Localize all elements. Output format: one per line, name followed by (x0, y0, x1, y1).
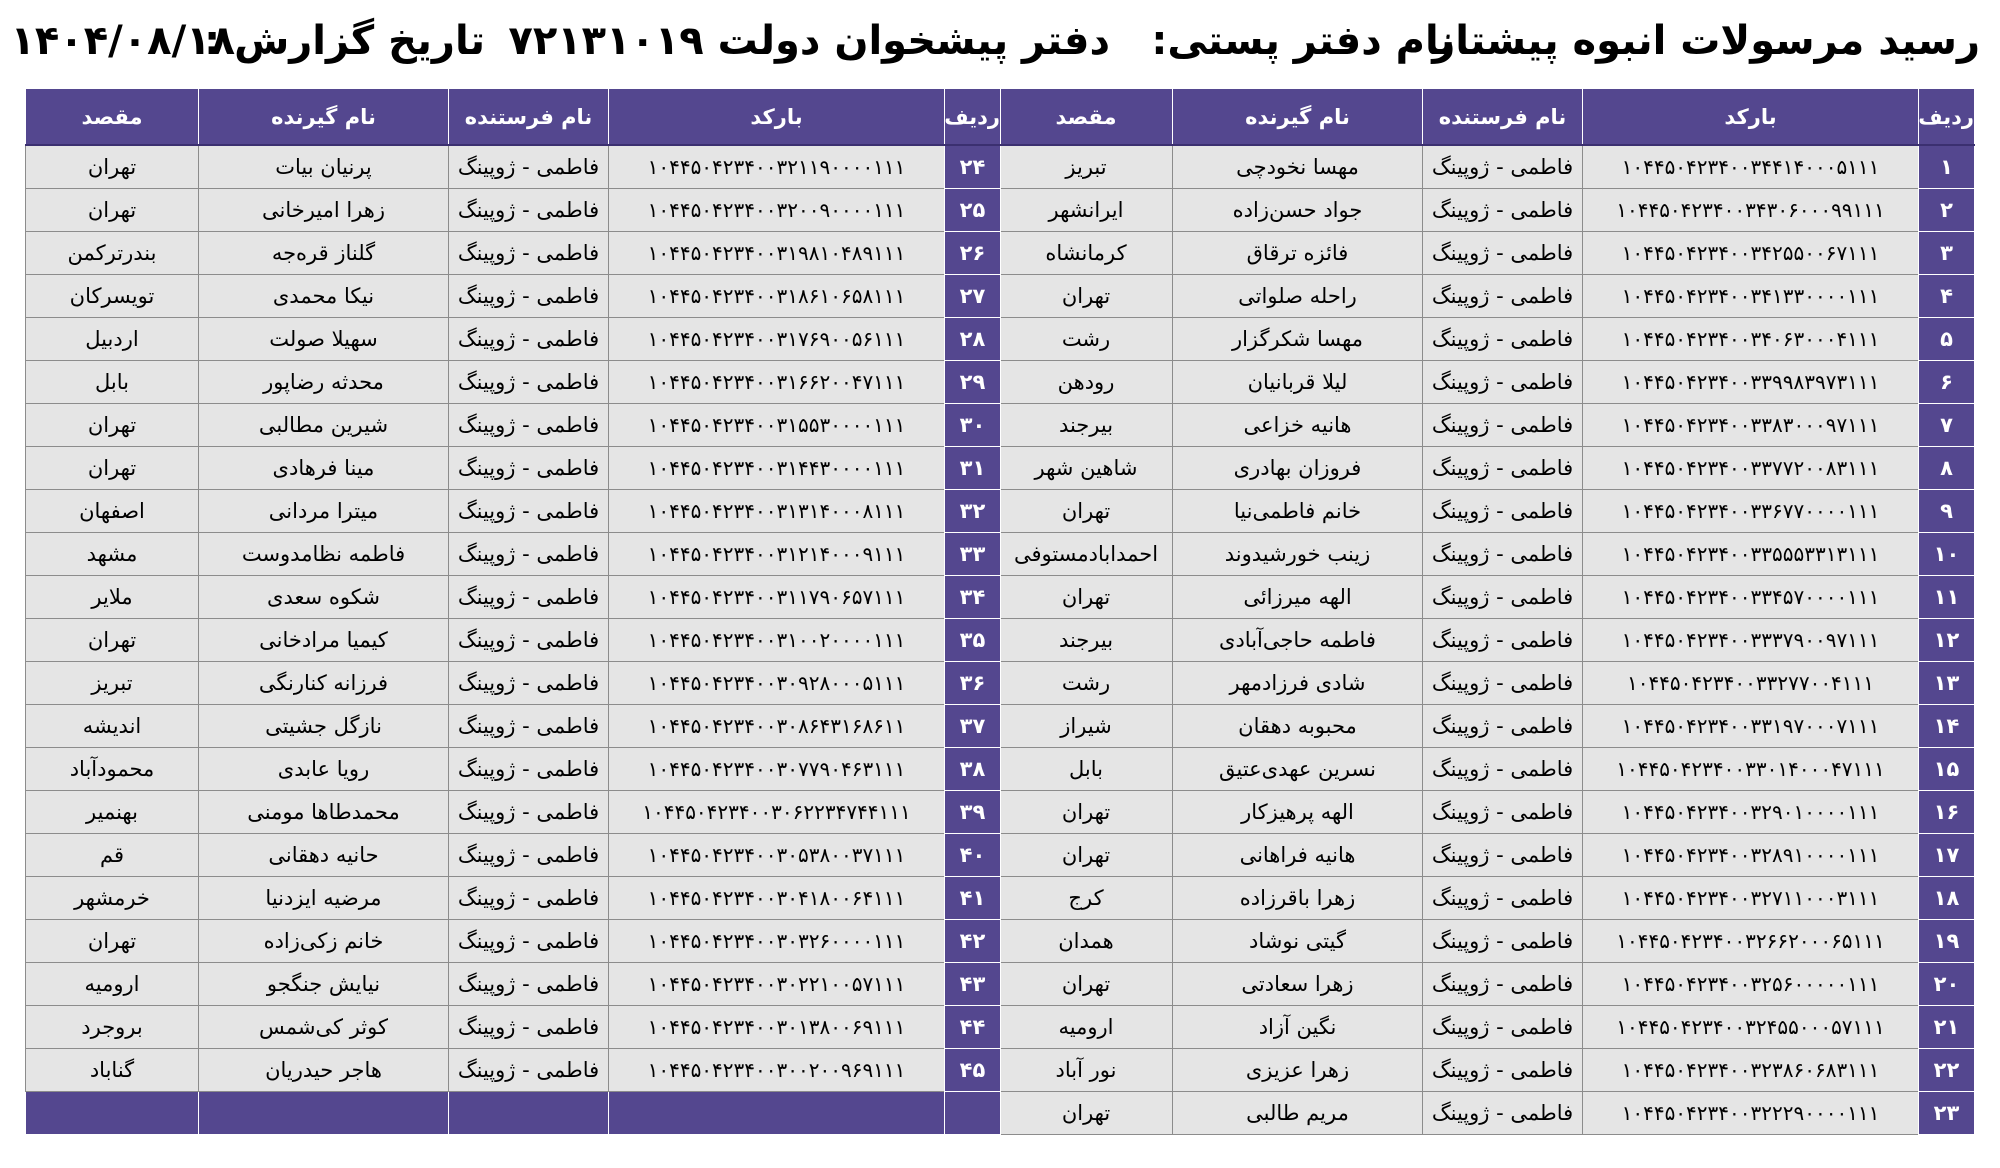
table-row (1000, 1049, 1975, 1092)
barcode-cell: ۱۰۴۴۵۰۴۲۳۴۰۰۳۲۰۰۹۰۰۰۰۱۱۱ (609, 189, 945, 232)
sender-cell: فاطمی - ژوپینگ (1423, 920, 1583, 963)
table-body-right (1000, 145, 1975, 1135)
row-number-cell: ۳۱ (945, 447, 1001, 490)
date-label: تاریخ گزارش : (204, 18, 485, 64)
recipient-cell: محدثه رضاپور (199, 361, 449, 404)
recipient-cell: رویا عابدی (199, 748, 449, 791)
empty-cell (945, 1092, 1001, 1135)
sender-cell: فاطمی - ژوپینگ (449, 447, 609, 490)
recipient-cell: کوثر کی‌شمس (199, 1006, 449, 1049)
table-header-row (26, 89, 1001, 146)
row-number-cell: ۲۶ (945, 232, 1001, 275)
empty-cell (199, 1092, 449, 1135)
row-number-cell: ۳۴ (945, 576, 1001, 619)
table-row (1000, 275, 1975, 318)
recipient-cell: سهیلا صولت (199, 318, 449, 361)
office-label: نام دفتر پستی: (1151, 18, 1455, 64)
row-number-cell: ۴۱ (945, 877, 1001, 920)
table-row (1000, 1092, 1975, 1135)
sender-cell: فاطمی - ژوپینگ (449, 189, 609, 232)
barcode-cell: ۱۰۴۴۵۰۴۲۳۴۰۰۳۲۳۸۶۰۶۸۳۱۱۱ (1583, 1049, 1919, 1092)
row-number-cell: ۲۵ (945, 189, 1001, 232)
row-number-cell: ۴ (1919, 275, 1975, 318)
row-number-cell: ۳۷ (945, 705, 1001, 748)
sender-cell: فاطمی - ژوپینگ (1423, 963, 1583, 1006)
sender-cell: فاطمی - ژوپینگ (449, 404, 609, 447)
sender-cell: فاطمی - ژوپینگ (449, 662, 609, 705)
barcode-cell: ۱۰۴۴۵۰۴۲۳۴۰۰۳۱۱۷۹۰۶۵۷۱۱۱ (609, 576, 945, 619)
sender-cell: فاطمی - ژوپینگ (1423, 877, 1583, 920)
sender-cell: فاطمی - ژوپینگ (1423, 145, 1583, 189)
col-header-recipient: نام گیرنده (199, 89, 449, 146)
barcode-cell: ۱۰۴۴۵۰۴۲۳۴۰۰۳۳۱۹۷۰۰۰۷۱۱۱ (1583, 705, 1919, 748)
barcode-cell: ۱۰۴۴۵۰۴۲۳۴۰۰۳۱۷۶۹۰۰۵۶۱۱۱ (609, 318, 945, 361)
destination-cell: تبریز (26, 662, 199, 705)
destination-cell: ملایر (26, 576, 199, 619)
table-row (26, 963, 1001, 1006)
sender-cell: فاطمی - ژوپینگ (449, 145, 609, 189)
destination-cell: تهران (26, 189, 199, 232)
row-number-cell: ۳۹ (945, 791, 1001, 834)
shipment-tables (25, 88, 1975, 1142)
barcode-cell: ۱۰۴۴۵۰۴۲۳۴۰۰۳۳۳۷۹۰۰۹۷۱۱۱ (1583, 619, 1919, 662)
row-number-cell: ۴۰ (945, 834, 1001, 877)
sender-cell: فاطمی - ژوپینگ (1423, 834, 1583, 877)
row-number-cell: ۳۲ (945, 490, 1001, 533)
table-row (1000, 662, 1975, 705)
destination-cell: تهران (26, 619, 199, 662)
barcode-cell: ۱۰۴۴۵۰۴۲۳۴۰۰۳۴۲۵۵۰۰۶۷۱۱۱ (1583, 232, 1919, 275)
sender-cell: فاطمی - ژوپینگ (449, 490, 609, 533)
sender-cell: فاطمی - ژوپینگ (1423, 748, 1583, 791)
sender-cell: فاطمی - ژوپینگ (1423, 576, 1583, 619)
recipient-cell: شیرین مطالبی (199, 404, 449, 447)
barcode-cell: ۱۰۴۴۵۰۴۲۳۴۰۰۳۲۴۵۵۰۰۰۵۷۱۱۱ (1583, 1006, 1919, 1049)
sender-cell: فاطمی - ژوپینگ (1423, 490, 1583, 533)
destination-cell: قم (26, 834, 199, 877)
sender-cell: فاطمی - ژوپینگ (449, 963, 609, 1006)
table-row (26, 490, 1001, 533)
barcode-cell: ۱۰۴۴۵۰۴۲۳۴۰۰۳۳۴۵۷۰۰۰۰۱۱۱ (1583, 576, 1919, 619)
sender-cell: فاطمی - ژوپینگ (1423, 232, 1583, 275)
recipient-cell: مهسا شکرگزار (1173, 318, 1423, 361)
row-number-cell: ۳۵ (945, 619, 1001, 662)
row-number-cell: ۳ (1919, 232, 1975, 275)
row-number-cell: ۳۰ (945, 404, 1001, 447)
destination-cell: شیراز (1000, 705, 1173, 748)
barcode-cell: ۱۰۴۴۵۰۴۲۳۴۰۰۳۰۱۳۸۰۰۶۹۱۱۱ (609, 1006, 945, 1049)
sender-cell: فاطمی - ژوپینگ (1423, 1092, 1583, 1135)
row-number-cell: ۴۴ (945, 1006, 1001, 1049)
recipient-cell: نازگل جشیتی (199, 705, 449, 748)
barcode-cell: ۱۰۴۴۵۰۴۲۳۴۰۰۳۳۷۷۲۰۰۸۳۱۱۱ (1583, 447, 1919, 490)
table-row (26, 791, 1001, 834)
barcode-cell: ۱۰۴۴۵۰۴۲۳۴۰۰۳۰۶۲۲۳۴۷۴۴۱۱۱ (609, 791, 945, 834)
destination-cell: مشهد (26, 533, 199, 576)
destination-cell: ارومیه (26, 963, 199, 1006)
barcode-cell: ۱۰۴۴۵۰۴۲۳۴۰۰۳۴۳۰۶۰۰۰۹۹۱۱۱ (1583, 189, 1919, 232)
recipient-cell: زهرا باقرزاده (1173, 877, 1423, 920)
shipments-table-left (25, 88, 1001, 1135)
row-number-cell: ۱۷ (1919, 834, 1975, 877)
table-row (26, 447, 1001, 490)
row-number-cell: ۷ (1919, 404, 1975, 447)
row-number-cell: ۱۵ (1919, 748, 1975, 791)
table-row (1000, 576, 1975, 619)
destination-cell: احمدابادمستوفی (1000, 533, 1173, 576)
recipient-cell: زهرا عزیزی (1173, 1049, 1423, 1092)
barcode-cell: ۱۰۴۴۵۰۴۲۳۴۰۰۳۳۰۱۴۰۰۰۴۷۱۱۱ (1583, 748, 1919, 791)
table-row (1000, 447, 1975, 490)
sender-cell: فاطمی - ژوپینگ (449, 920, 609, 963)
recipient-cell: خانم زکی‌زاده (199, 920, 449, 963)
sender-cell: فاطمی - ژوپینگ (1423, 1006, 1583, 1049)
barcode-cell: ۱۰۴۴۵۰۴۲۳۴۰۰۳۲۶۶۲۰۰۰۶۵۱۱۱ (1583, 920, 1919, 963)
recipient-cell: فروزان بهادری (1173, 447, 1423, 490)
destination-cell: ایرانشهر (1000, 189, 1173, 232)
empty-filler-row (26, 1092, 1001, 1135)
destination-cell: تهران (26, 920, 199, 963)
empty-cell (609, 1092, 945, 1135)
table-row (26, 1006, 1001, 1049)
destination-cell: رشت (1000, 662, 1173, 705)
row-number-cell: ۵ (1919, 318, 1975, 361)
destination-cell: تهران (1000, 576, 1173, 619)
row-number-cell: ۸ (1919, 447, 1975, 490)
sender-cell: فاطمی - ژوپینگ (1423, 361, 1583, 404)
barcode-cell: ۱۰۴۴۵۰۴۲۳۴۰۰۳۱۹۸۱۰۴۸۹۱۱۱ (609, 232, 945, 275)
empty-cell (26, 1092, 199, 1135)
destination-cell: تهران (1000, 791, 1173, 834)
barcode-cell: ۱۰۴۴۵۰۴۲۳۴۰۰۳۰۳۲۶۰۰۰۰۱۱۱ (609, 920, 945, 963)
recipient-cell: فاطمه حاجی‌آبادی (1173, 619, 1423, 662)
recipient-cell: نسرین عهدی‌عتیق (1173, 748, 1423, 791)
recipient-cell: مرضیه ایزدنیا (199, 877, 449, 920)
table-row (1000, 318, 1975, 361)
table-row (1000, 920, 1975, 963)
recipient-cell: فرزانه کنارنگی (199, 662, 449, 705)
recipient-cell: شادی فرزادمهر (1173, 662, 1423, 705)
barcode-cell: ۱۰۴۴۵۰۴۲۳۴۰۰۳۳۵۵۵۳۳۱۳۱۱۱ (1583, 533, 1919, 576)
barcode-cell: ۱۰۴۴۵۰۴۲۳۴۰۰۳۰۹۲۸۰۰۰۵۱۱۱ (609, 662, 945, 705)
sender-cell: فاطمی - ژوپینگ (449, 576, 609, 619)
recipient-cell: نیکا محمدی (199, 275, 449, 318)
table-row (26, 748, 1001, 791)
table-row (1000, 490, 1975, 533)
row-number-cell: ۱۳ (1919, 662, 1975, 705)
row-number-cell: ۴۳ (945, 963, 1001, 1006)
table-row (1000, 877, 1975, 920)
recipient-cell: الهه میرزائی (1173, 576, 1423, 619)
destination-cell: محمودآباد (26, 748, 199, 791)
col-header-row-number: ردیف (945, 89, 1001, 146)
recipient-cell: لیلا قربانیان (1173, 361, 1423, 404)
barcode-cell: ۱۰۴۴۵۰۴۲۳۴۰۰۳۱۸۶۱۰۶۵۸۱۱۱ (609, 275, 945, 318)
table-body-left (26, 145, 1001, 1135)
destination-cell: تهران (1000, 490, 1173, 533)
col-header-sender: نام فرستنده (1423, 89, 1583, 146)
destination-cell: تهران (1000, 963, 1173, 1006)
row-number-cell: ۲۲ (1919, 1049, 1975, 1092)
table-row (26, 232, 1001, 275)
sender-cell: فاطمی - ژوپینگ (449, 533, 609, 576)
table-row (26, 834, 1001, 877)
table-row (1000, 533, 1975, 576)
table-row (26, 619, 1001, 662)
sender-cell: فاطمی - ژوپینگ (1423, 318, 1583, 361)
recipient-cell: هانیه خزاعی (1173, 404, 1423, 447)
barcode-cell: ۱۰۴۴۵۰۴۲۳۴۰۰۳۰۴۱۸۰۰۶۴۱۱۱ (609, 877, 945, 920)
barcode-cell: ۱۰۴۴۵۰۴۲۳۴۰۰۳۴۰۶۳۰۰۰۴۱۱۱ (1583, 318, 1919, 361)
recipient-cell: جواد حسن‌زاده (1173, 189, 1423, 232)
recipient-cell: پرنیان بیات (199, 145, 449, 189)
row-number-cell: ۱۸ (1919, 877, 1975, 920)
recipient-cell: مریم طالبی (1173, 1092, 1423, 1135)
destination-cell: خرمشهر (26, 877, 199, 920)
table-row (1000, 748, 1975, 791)
row-number-cell: ۴۲ (945, 920, 1001, 963)
col-header-recipient: نام گیرنده (1173, 89, 1423, 146)
barcode-cell: ۱۰۴۴۵۰۴۲۳۴۰۰۳۳۸۳۰۰۰۹۷۱۱۱ (1583, 404, 1919, 447)
row-number-cell: ۲۸ (945, 318, 1001, 361)
destination-cell: گناباد (26, 1049, 199, 1092)
destination-cell: تهران (26, 404, 199, 447)
recipient-cell: الهه پرهیزکار (1173, 791, 1423, 834)
recipient-cell: هاجر حیدریان (199, 1049, 449, 1092)
row-number-cell: ۱۶ (1919, 791, 1975, 834)
barcode-cell: ۱۰۴۴۵۰۴۲۳۴۰۰۳۱۶۶۲۰۰۴۷۱۱۱ (609, 361, 945, 404)
col-header-sender: نام فرستنده (449, 89, 609, 146)
sender-cell: فاطمی - ژوپینگ (1423, 619, 1583, 662)
recipient-cell: فاطمه نظامدوست (199, 533, 449, 576)
row-number-cell: ۱۹ (1919, 920, 1975, 963)
recipient-cell: نگین آزاد (1173, 1006, 1423, 1049)
col-header-destination: مقصد (26, 89, 199, 146)
row-number-cell: ۴۵ (945, 1049, 1001, 1092)
barcode-cell: ۱۰۴۴۵۰۴۲۳۴۰۰۳۴۴۱۴۰۰۰۵۱۱۱ (1583, 145, 1919, 189)
sender-cell: فاطمی - ژوپینگ (449, 877, 609, 920)
destination-cell: تبریز (1000, 145, 1173, 189)
destination-cell: نور آباد (1000, 1049, 1173, 1092)
table-row (1000, 361, 1975, 404)
sender-cell: فاطمی - ژوپینگ (1423, 189, 1583, 232)
sender-cell: فاطمی - ژوپینگ (449, 791, 609, 834)
destination-cell: کرج (1000, 877, 1173, 920)
destination-cell: اردبیل (26, 318, 199, 361)
sender-cell: فاطمی - ژوپینگ (449, 705, 609, 748)
recipient-cell: هانیه فراهانی (1173, 834, 1423, 877)
col-header-barcode: بارکد (1583, 89, 1919, 146)
sender-cell: فاطمی - ژوپینگ (449, 361, 609, 404)
destination-cell: ارومیه (1000, 1006, 1173, 1049)
col-header-row-number: ردیف (1919, 89, 1975, 146)
sender-cell: فاطمی - ژوپینگ (449, 1049, 609, 1092)
destination-cell: رشت (1000, 318, 1173, 361)
recipient-cell: محبوبه دهقان (1173, 705, 1423, 748)
sender-cell: فاطمی - ژوپینگ (449, 1006, 609, 1049)
table-row (26, 576, 1001, 619)
barcode-cell: ۱۰۴۴۵۰۴۲۳۴۰۰۳۱۰۰۲۰۰۰۰۱۱۱ (609, 619, 945, 662)
sender-cell: فاطمی - ژوپینگ (449, 232, 609, 275)
destination-cell: بیرجند (1000, 404, 1173, 447)
table-row (1000, 189, 1975, 232)
barcode-cell: ۱۰۴۴۵۰۴۲۳۴۰۰۳۰۸۶۴۳۱۶۸۶۱۱ (609, 705, 945, 748)
destination-cell: تهران (1000, 834, 1173, 877)
barcode-cell: ۱۰۴۴۵۰۴۲۳۴۰۰۳۰۲۲۱۰۰۵۷۱۱۱ (609, 963, 945, 1006)
destination-cell: کرمانشاه (1000, 232, 1173, 275)
destination-cell: بروجرد (26, 1006, 199, 1049)
sender-cell: فاطمی - ژوپینگ (1423, 404, 1583, 447)
empty-cell (449, 1092, 609, 1135)
destination-cell: بیرجند (1000, 619, 1173, 662)
table-row (26, 920, 1001, 963)
recipient-cell: فائزه ترقاق (1173, 232, 1423, 275)
table-row (26, 877, 1001, 920)
table-row (1000, 963, 1975, 1006)
row-number-cell: ۱۱ (1919, 576, 1975, 619)
recipient-cell: نیایش جنگجو (199, 963, 449, 1006)
barcode-cell: ۱۰۴۴۵۰۴۲۳۴۰۰۳۱۵۵۳۰۰۰۰۱۱۱ (609, 404, 945, 447)
sender-cell: فاطمی - ژوپینگ (1423, 533, 1583, 576)
row-number-cell: ۲۴ (945, 145, 1001, 189)
destination-cell: اصفهان (26, 490, 199, 533)
barcode-cell: ۱۰۴۴۵۰۴۲۳۴۰۰۳۲۷۱۱۰۰۰۳۱۱۱ (1583, 877, 1919, 920)
destination-cell: شاهین شهر (1000, 447, 1173, 490)
table-row (1000, 834, 1975, 877)
recipient-cell: کیمیا مرادخانی (199, 619, 449, 662)
recipient-cell: زهرا سعادتی (1173, 963, 1423, 1006)
destination-cell: تهران (1000, 275, 1173, 318)
row-number-cell: ۲۰ (1919, 963, 1975, 1006)
recipient-cell: میترا مردانی (199, 490, 449, 533)
row-number-cell: ۲۹ (945, 361, 1001, 404)
destination-cell: بهنمیر (26, 791, 199, 834)
destination-cell: تویسرکان (26, 275, 199, 318)
row-number-cell: ۳۸ (945, 748, 1001, 791)
table-row (1000, 232, 1975, 275)
table-row (26, 189, 1001, 232)
sender-cell: فاطمی - ژوپینگ (1423, 447, 1583, 490)
sender-cell: فاطمی - ژوپینگ (449, 275, 609, 318)
sender-cell: فاطمی - ژوپینگ (1423, 275, 1583, 318)
barcode-cell: ۱۰۴۴۵۰۴۲۳۴۰۰۳۱۳۱۴۰۰۰۸۱۱۱ (609, 490, 945, 533)
date-value: ۱۴۰۴/۰۸/۱۸ (10, 18, 235, 64)
destination-cell: رودهن (1000, 361, 1173, 404)
row-number-cell: ۱۲ (1919, 619, 1975, 662)
destination-cell: تهران (26, 447, 199, 490)
barcode-cell: ۱۰۴۴۵۰۴۲۳۴۰۰۳۲۸۹۱۰۰۰۰۱۱۱ (1583, 834, 1919, 877)
recipient-cell: زهرا امیرخانی (199, 189, 449, 232)
sender-cell: فاطمی - ژوپینگ (449, 318, 609, 361)
table-row (26, 705, 1001, 748)
recipient-cell: خانم فاطمی‌نیا (1173, 490, 1423, 533)
sender-cell: فاطمی - ژوپینگ (1423, 1049, 1583, 1092)
col-header-destination: مقصد (1000, 89, 1173, 146)
destination-cell: اندیشه (26, 705, 199, 748)
recipient-cell: مینا فرهادی (199, 447, 449, 490)
table-row (26, 1049, 1001, 1092)
row-number-cell: ۹ (1919, 490, 1975, 533)
table-row (26, 404, 1001, 447)
row-number-cell: ۳۶ (945, 662, 1001, 705)
row-number-cell: ۲۳ (1919, 1092, 1975, 1135)
recipient-cell: حانیه دهقانی (199, 834, 449, 877)
barcode-cell: ۱۰۴۴۵۰۴۲۳۴۰۰۳۰۵۳۸۰۰۳۷۱۱۱ (609, 834, 945, 877)
destination-cell: بابل (1000, 748, 1173, 791)
row-number-cell: ۲ (1919, 189, 1975, 232)
recipient-cell: محمدطاها مومنی (199, 791, 449, 834)
table-row (26, 533, 1001, 576)
barcode-cell: ۱۰۴۴۵۰۴۲۳۴۰۰۳۳۶۷۷۰۰۰۰۱۱۱ (1583, 490, 1919, 533)
destination-cell: بندرترکمن (26, 232, 199, 275)
table-row (1000, 145, 1975, 189)
report-header (0, 0, 2000, 82)
sender-cell: فاطمی - ژوپینگ (449, 748, 609, 791)
sender-cell: فاطمی - ژوپینگ (449, 619, 609, 662)
barcode-cell: ۱۰۴۴۵۰۴۲۳۴۰۰۳۲۹۰۱۰۰۰۰۱۱۱ (1583, 791, 1919, 834)
table-row (1000, 705, 1975, 748)
office-name: دفتر پیشخوان دولت ۷۲۱۳۱۰۱۹ (508, 18, 1110, 64)
table-row (1000, 619, 1975, 662)
barcode-cell: ۱۰۴۴۵۰۴۲۳۴۰۰۳۲۵۶۰۰۰۰۰۱۱۱ (1583, 963, 1919, 1006)
recipient-cell: شکوه سعدی (199, 576, 449, 619)
recipient-cell: مهسا نخودچی (1173, 145, 1423, 189)
barcode-cell: ۱۰۴۴۵۰۴۲۳۴۰۰۳۰۷۷۹۰۴۶۳۱۱۱ (609, 748, 945, 791)
col-header-barcode: بارکد (609, 89, 945, 146)
table-row (26, 361, 1001, 404)
report-title: رسید مرسولات انبوه پیشتاز (1432, 18, 1980, 64)
table-row (26, 662, 1001, 705)
barcode-cell: ۱۰۴۴۵۰۴۲۳۴۰۰۳۱۲۱۴۰۰۰۹۱۱۱ (609, 533, 945, 576)
barcode-cell: ۱۰۴۴۵۰۴۲۳۴۰۰۳۳۹۹۸۳۹۷۳۱۱۱ (1583, 361, 1919, 404)
recipient-cell: گیتی نوشاد (1173, 920, 1423, 963)
row-number-cell: ۲۱ (1919, 1006, 1975, 1049)
sender-cell: فاطمی - ژوپینگ (1423, 662, 1583, 705)
barcode-cell: ۱۰۴۴۵۰۴۲۳۴۰۰۳۳۲۷۷۰۰۴۱۱۱ (1583, 662, 1919, 705)
table-row (1000, 1006, 1975, 1049)
table-row (1000, 791, 1975, 834)
barcode-cell: ۱۰۴۴۵۰۴۲۳۴۰۰۳۰۰۲۰۰۹۶۹۱۱۱ (609, 1049, 945, 1092)
sender-cell: فاطمی - ژوپینگ (1423, 791, 1583, 834)
table-row (1000, 404, 1975, 447)
table-row (26, 318, 1001, 361)
table-row (26, 145, 1001, 189)
barcode-cell: ۱۰۴۴۵۰۴۲۳۴۰۰۳۲۲۲۹۰۰۰۰۱۱۱ (1583, 1092, 1919, 1135)
sender-cell: فاطمی - ژوپینگ (449, 834, 609, 877)
barcode-cell: ۱۰۴۴۵۰۴۲۳۴۰۰۳۲۱۱۹۰۰۰۰۱۱۱ (609, 145, 945, 189)
sender-cell: فاطمی - ژوپینگ (1423, 705, 1583, 748)
destination-cell: تهران (26, 145, 199, 189)
row-number-cell: ۶ (1919, 361, 1975, 404)
barcode-cell: ۱۰۴۴۵۰۴۲۳۴۰۰۳۱۴۴۳۰۰۰۰۱۱۱ (609, 447, 945, 490)
row-number-cell: ۱۴ (1919, 705, 1975, 748)
destination-cell: بابل (26, 361, 199, 404)
row-number-cell: ۱ (1919, 145, 1975, 189)
table-row (26, 275, 1001, 318)
recipient-cell: گلناز قره‌جه (199, 232, 449, 275)
table-header-row (1000, 89, 1975, 146)
shipments-table-right (999, 88, 1975, 1135)
barcode-cell: ۱۰۴۴۵۰۴۲۳۴۰۰۳۴۱۳۳۰۰۰۰۱۱۱ (1583, 275, 1919, 318)
row-number-cell: ۱۰ (1919, 533, 1975, 576)
row-number-cell: ۲۷ (945, 275, 1001, 318)
destination-cell: تهران (1000, 1092, 1173, 1135)
recipient-cell: راحله صلواتی (1173, 275, 1423, 318)
row-number-cell: ۳۳ (945, 533, 1001, 576)
destination-cell: همدان (1000, 920, 1173, 963)
recipient-cell: زینب خورشیدوند (1173, 533, 1423, 576)
